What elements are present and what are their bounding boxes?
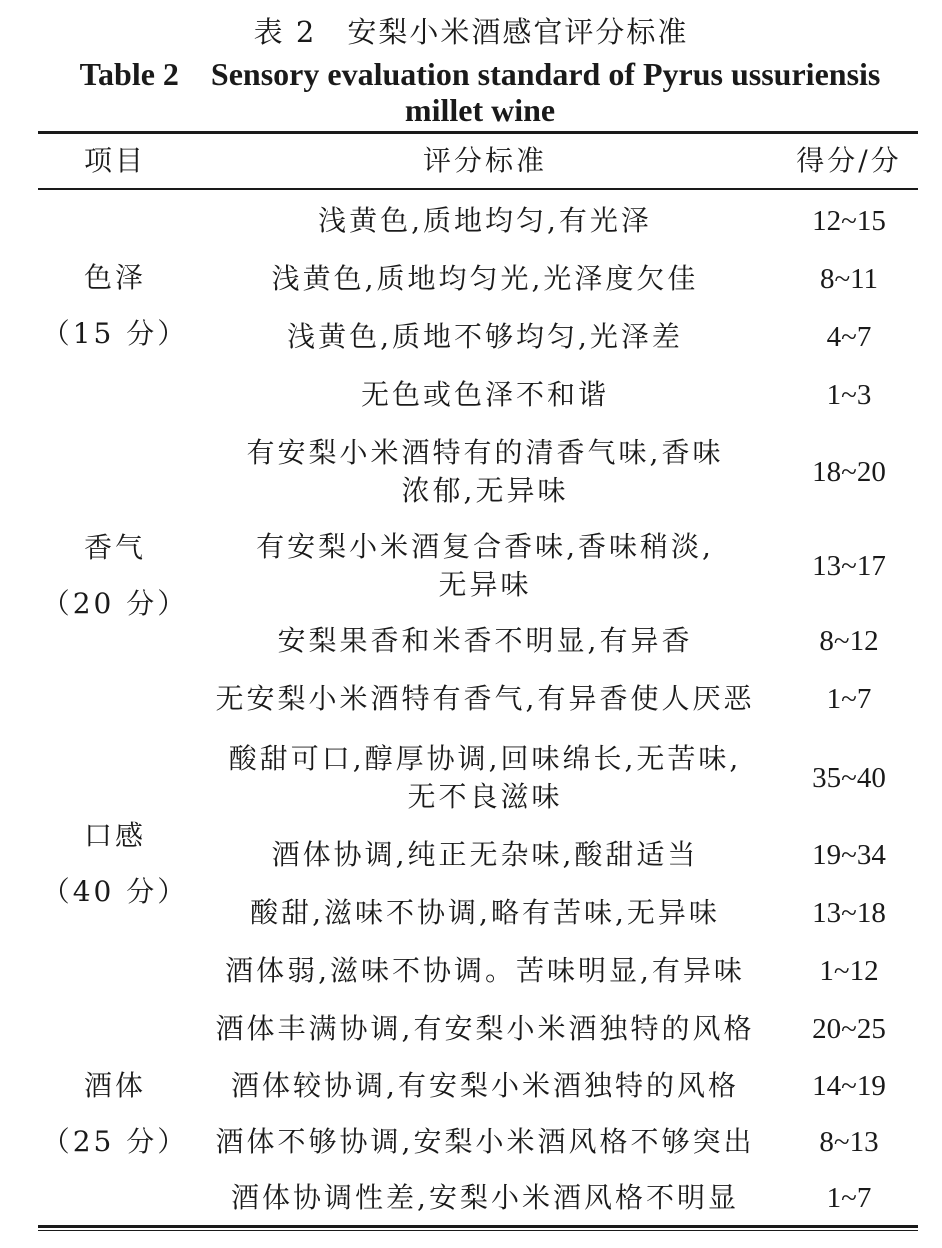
category-name: 色泽 [83, 261, 146, 294]
criteria-line: 无异味 [438, 568, 532, 601]
score-cell: 18~20 [812, 456, 886, 488]
criteria-line: 无不良滋味 [407, 780, 563, 813]
criteria-line: 有安梨小米酒特有的清香气味,香味 [246, 436, 724, 469]
category-label [40, 520, 190, 632]
header-item: 项目 [83, 144, 146, 177]
criteria-cell [190, 428, 780, 516]
score-cell: 1~3 [826, 379, 872, 411]
score-cell: 20~25 [812, 1013, 886, 1045]
category-max-score: （25 分） [41, 1125, 189, 1158]
table-top-rule [38, 131, 918, 134]
score-cell: 19~34 [812, 839, 886, 871]
table-header-rule [38, 188, 918, 190]
criteria-cell: 无安梨小米酒特有香气,有异香使人厌恶 [215, 682, 755, 715]
score-cell: 4~7 [826, 321, 872, 353]
criteria-cell: 浅黄色,质地不够均匀,光泽差 [287, 320, 683, 353]
criteria-cell: 安梨果香和米香不明显,有异香 [277, 624, 693, 657]
score-cell: 14~19 [812, 1070, 886, 1102]
score-cell: 8~11 [819, 263, 879, 295]
score-cell: 1~7 [826, 683, 872, 715]
header-criteria: 评分标准 [422, 144, 547, 177]
category-max-score: （20 分） [41, 587, 189, 620]
score-cell: 8~12 [819, 625, 879, 657]
category-label [40, 250, 190, 362]
criteria-cell: 浅黄色,质地均匀光,光泽度欠佳 [271, 262, 699, 295]
score-cell: 13~17 [812, 550, 886, 582]
criteria-cell: 酒体丰满协调,有安梨小米酒独特的风格 [215, 1012, 755, 1045]
table-caption-en: Table 2 Sensory evaluation standard of Pyrus ussuriensis millet wine [79, 56, 881, 128]
criteria-cell [190, 522, 780, 610]
category-label [40, 808, 190, 920]
criteria-cell: 浅黄色,质地均匀,有光泽 [318, 204, 652, 237]
header-score: 得分/分 [796, 144, 902, 177]
criteria-cell: 酸甜,滋味不协调,略有苦味,无异味 [250, 896, 720, 929]
category-name: 酒体 [83, 1069, 146, 1102]
category-name: 香气 [83, 531, 146, 564]
score-cell: 1~7 [826, 1182, 872, 1214]
category-max-score: （40 分） [41, 875, 189, 908]
criteria-cell: 无色或色泽不和谐 [360, 378, 609, 411]
category-label [40, 1058, 190, 1170]
category-name: 口感 [83, 819, 146, 852]
category-max-score: （15 分） [41, 317, 189, 350]
criteria-cell [190, 734, 780, 822]
criteria-cell: 酒体较协调,有安梨小米酒独特的风格 [231, 1069, 739, 1102]
score-cell: 12~15 [812, 205, 886, 237]
table-caption-cn: 表 2 安梨小米酒感官评分标准 [253, 15, 689, 49]
table-bottom-rule [38, 1225, 918, 1228]
criteria-line: 浓郁,无异味 [401, 474, 569, 507]
criteria-line: 有安梨小米酒复合香味,香味稍淡, [256, 530, 714, 563]
criteria-cell: 酒体不够协调,安梨小米酒风格不够突出 [215, 1125, 755, 1158]
score-cell: 8~13 [819, 1126, 879, 1158]
score-cell: 1~12 [819, 955, 879, 987]
score-cell: 35~40 [812, 762, 886, 794]
score-cell: 13~18 [812, 897, 886, 929]
criteria-line: 酸甜可口,醇厚协调,回味绵长,无苦味, [228, 742, 742, 775]
table-bottom-rule-thin [38, 1230, 918, 1231]
criteria-cell: 酒体协调,纯正无杂味,酸甜适当 [271, 838, 699, 871]
criteria-cell: 酒体弱,滋味不协调。苦味明显,有异味 [225, 954, 745, 987]
criteria-cell: 酒体协调性差,安梨小米酒风格不明显 [231, 1181, 739, 1214]
